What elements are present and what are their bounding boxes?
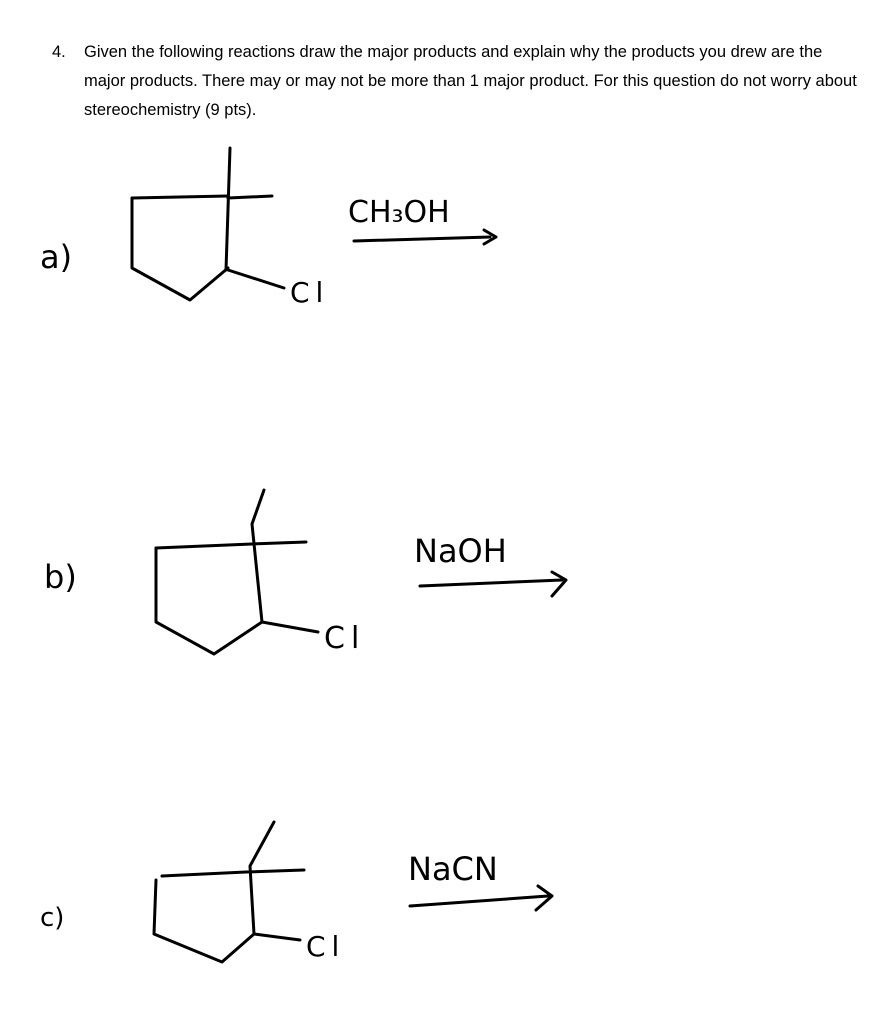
reaction-b-methyl-vertical: [252, 490, 264, 622]
reaction-b: [44, 490, 566, 656]
reaction-c-ring: [154, 880, 254, 962]
reaction-c-reagent: NaCN: [408, 850, 498, 888]
reaction-b-structure: [156, 490, 318, 654]
reaction-a: [40, 148, 496, 309]
reaction-a-ring: [132, 198, 228, 300]
reaction-b-reagent: NaOH: [414, 532, 507, 570]
reaction-b-ring: [156, 548, 262, 654]
reaction-b-cl: Cl: [324, 621, 366, 656]
reaction-a-reagent: CH₃OH: [348, 195, 450, 230]
reaction-b-arrow-head: [552, 572, 566, 596]
reaction-a-methyl-vertical: [226, 148, 230, 270]
reaction-b-label: b): [44, 558, 77, 596]
reaction-c-structure: [154, 822, 304, 962]
reaction-c-label: c): [40, 903, 65, 933]
reaction-c-methyl-vertical: [250, 822, 274, 934]
reaction-a-cl-bond: [228, 270, 284, 288]
reaction-c-methyl-horizontal: [246, 870, 304, 872]
reaction-a-structure: [132, 148, 284, 300]
reaction-a-cl: Cl: [290, 276, 330, 309]
question-text: Given the following reactions draw the major products and explain why the products you drew are the major products. There may or may not be more than 1 major product. For this question do not worry about stereochemistry (9 pts).: [84, 43, 857, 119]
reaction-b-cl-bond: [262, 622, 318, 632]
question-number: 4.: [52, 43, 66, 61]
reaction-c-arrow-shaft: [410, 896, 548, 906]
reaction-c: [40, 822, 552, 963]
reaction-b-methyl-horizontal: [252, 542, 306, 544]
reaction-b-arrow-shaft: [420, 580, 562, 586]
reaction-c-cl-bond: [254, 934, 300, 940]
reaction-a-methyl-horizontal: [228, 196, 272, 198]
reaction-c-cl: Cl: [306, 930, 346, 963]
reaction-a-label: a): [40, 238, 73, 276]
reaction-a-arrow-shaft: [354, 237, 490, 241]
